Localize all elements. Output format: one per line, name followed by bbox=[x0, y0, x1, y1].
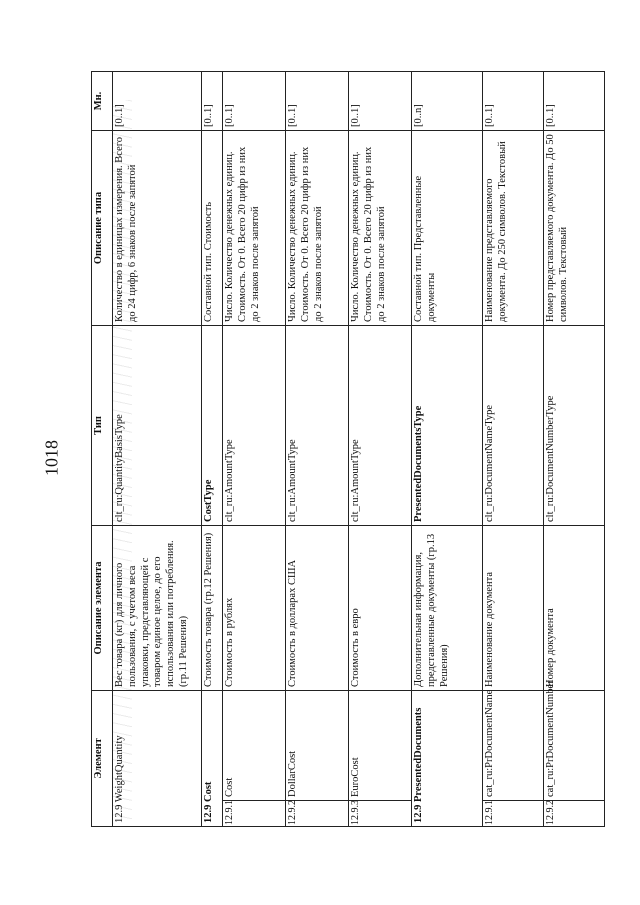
table-row bbox=[202, 72, 223, 827]
type-cell: clt_ru:DocumentNumberType bbox=[544, 326, 605, 526]
type-cell: clt_ru:AmountType bbox=[349, 326, 412, 526]
table-row bbox=[286, 72, 349, 827]
number-cell: 12.9.2 bbox=[544, 801, 605, 827]
element-cell: cat_ru:PrDocumentNumber bbox=[544, 691, 605, 801]
type-description-cell: Номер представляемого документа. До 50 символов. Текстовый bbox=[544, 131, 605, 326]
element-cell: 12.9 Cost bbox=[202, 691, 223, 827]
header-row bbox=[92, 72, 113, 827]
element-cell: 12.9 WeightQuantity bbox=[113, 691, 202, 827]
element-cell: DollarCost bbox=[286, 691, 349, 801]
element-cell: EuroCost bbox=[349, 691, 412, 801]
multiplicity-cell: [0..n] bbox=[412, 72, 483, 131]
multiplicity-cell: [0..1] bbox=[544, 72, 605, 131]
number-cell: 12.9.1 bbox=[223, 801, 286, 827]
description-cell: Наименование документа bbox=[483, 526, 544, 691]
type-cell: clt_ru:AmountType bbox=[286, 326, 349, 526]
type-description-cell: Число. Количество денежных единиц. Стоимость. От 0. Всего 20 цифр из них до 2 знаков после запятой bbox=[286, 131, 349, 326]
multiplicity-cell: [0..1] bbox=[483, 72, 544, 131]
type-description-cell: Составной тип. Представленные документы bbox=[412, 131, 483, 326]
rotated-table-container bbox=[91, 72, 569, 827]
schema-table bbox=[91, 71, 605, 827]
type-cell: clt_ru:QuantityBasisType bbox=[113, 326, 202, 526]
multiplicity-cell: [0..1] bbox=[223, 72, 286, 131]
header-type-description: Описание типа bbox=[92, 131, 113, 326]
description-cell: Стоимость в долларах США bbox=[286, 526, 349, 691]
type-cell: PresentedDocumentsType bbox=[412, 326, 483, 526]
description-cell: Вес товара (кг) для личного пользования, с учетом веса упаковки, представляющей с товаром единое целое, до его использования или потребления. (гр.11 Решения) bbox=[113, 526, 202, 691]
table-row bbox=[412, 72, 483, 827]
type-cell: CostType bbox=[202, 326, 223, 526]
number-cell: 12.9.3 bbox=[349, 801, 412, 827]
description-cell: Номер документа bbox=[544, 526, 605, 691]
type-description-cell: Составной тип. Стоимость bbox=[202, 131, 223, 326]
header-element: Элемент bbox=[92, 691, 113, 827]
table-row bbox=[223, 72, 286, 827]
description-cell: Дополнительная информация, представленные документы (гр.13 Решения) bbox=[412, 526, 483, 691]
type-description-cell: Число. Количество денежных единиц. Стоимость. От 0. Всего 20 цифр из них до 2 знаков после запятой bbox=[349, 131, 412, 326]
multiplicity-cell: [0..1] bbox=[202, 72, 223, 131]
multiplicity-cell: [0..1] bbox=[349, 72, 412, 131]
header-element-description: Описание элемента bbox=[92, 526, 113, 691]
header-type: Тип bbox=[92, 326, 113, 526]
element-cell: Cost bbox=[223, 691, 286, 801]
type-description-cell: Число. Количество денежных единиц. Стоимость. От 0. Всего 20 цифр из них до 2 знаков после запятой bbox=[223, 131, 286, 326]
page-number: 1018 bbox=[41, 440, 62, 476]
description-cell: Стоимость в евро bbox=[349, 526, 412, 691]
element-cell: cat_ru:PrDocumentName bbox=[483, 691, 544, 801]
multiplicity-cell: [0..1] bbox=[113, 72, 202, 131]
description-cell: Стоимость товара (гр.12 Решения) bbox=[202, 526, 223, 691]
multiplicity-cell: [0..1] bbox=[286, 72, 349, 131]
type-cell: clt_ru:AmountType bbox=[223, 326, 286, 526]
type-description-cell: Наименование представляемого документа. До 250 символов. Текстовый bbox=[483, 131, 544, 326]
number-cell: 12.9.2 bbox=[286, 801, 349, 827]
rotated-table bbox=[91, 72, 569, 827]
table-row bbox=[113, 72, 202, 827]
table-row bbox=[544, 72, 605, 827]
element-cell: 12.9 PresentedDocuments bbox=[412, 691, 483, 827]
type-description-cell: Количество в единицах измерения. Всего до 24 цифр, 6 знаков после запятой bbox=[113, 131, 202, 326]
header-multiplicity: Мн. bbox=[92, 72, 113, 131]
description-cell: Стоимость в рублях bbox=[223, 526, 286, 691]
number-cell: 12.9.1 bbox=[483, 801, 544, 827]
table-row bbox=[483, 72, 544, 827]
type-cell: clt_ru:DocumentNameType bbox=[483, 326, 544, 526]
table-row bbox=[349, 72, 412, 827]
